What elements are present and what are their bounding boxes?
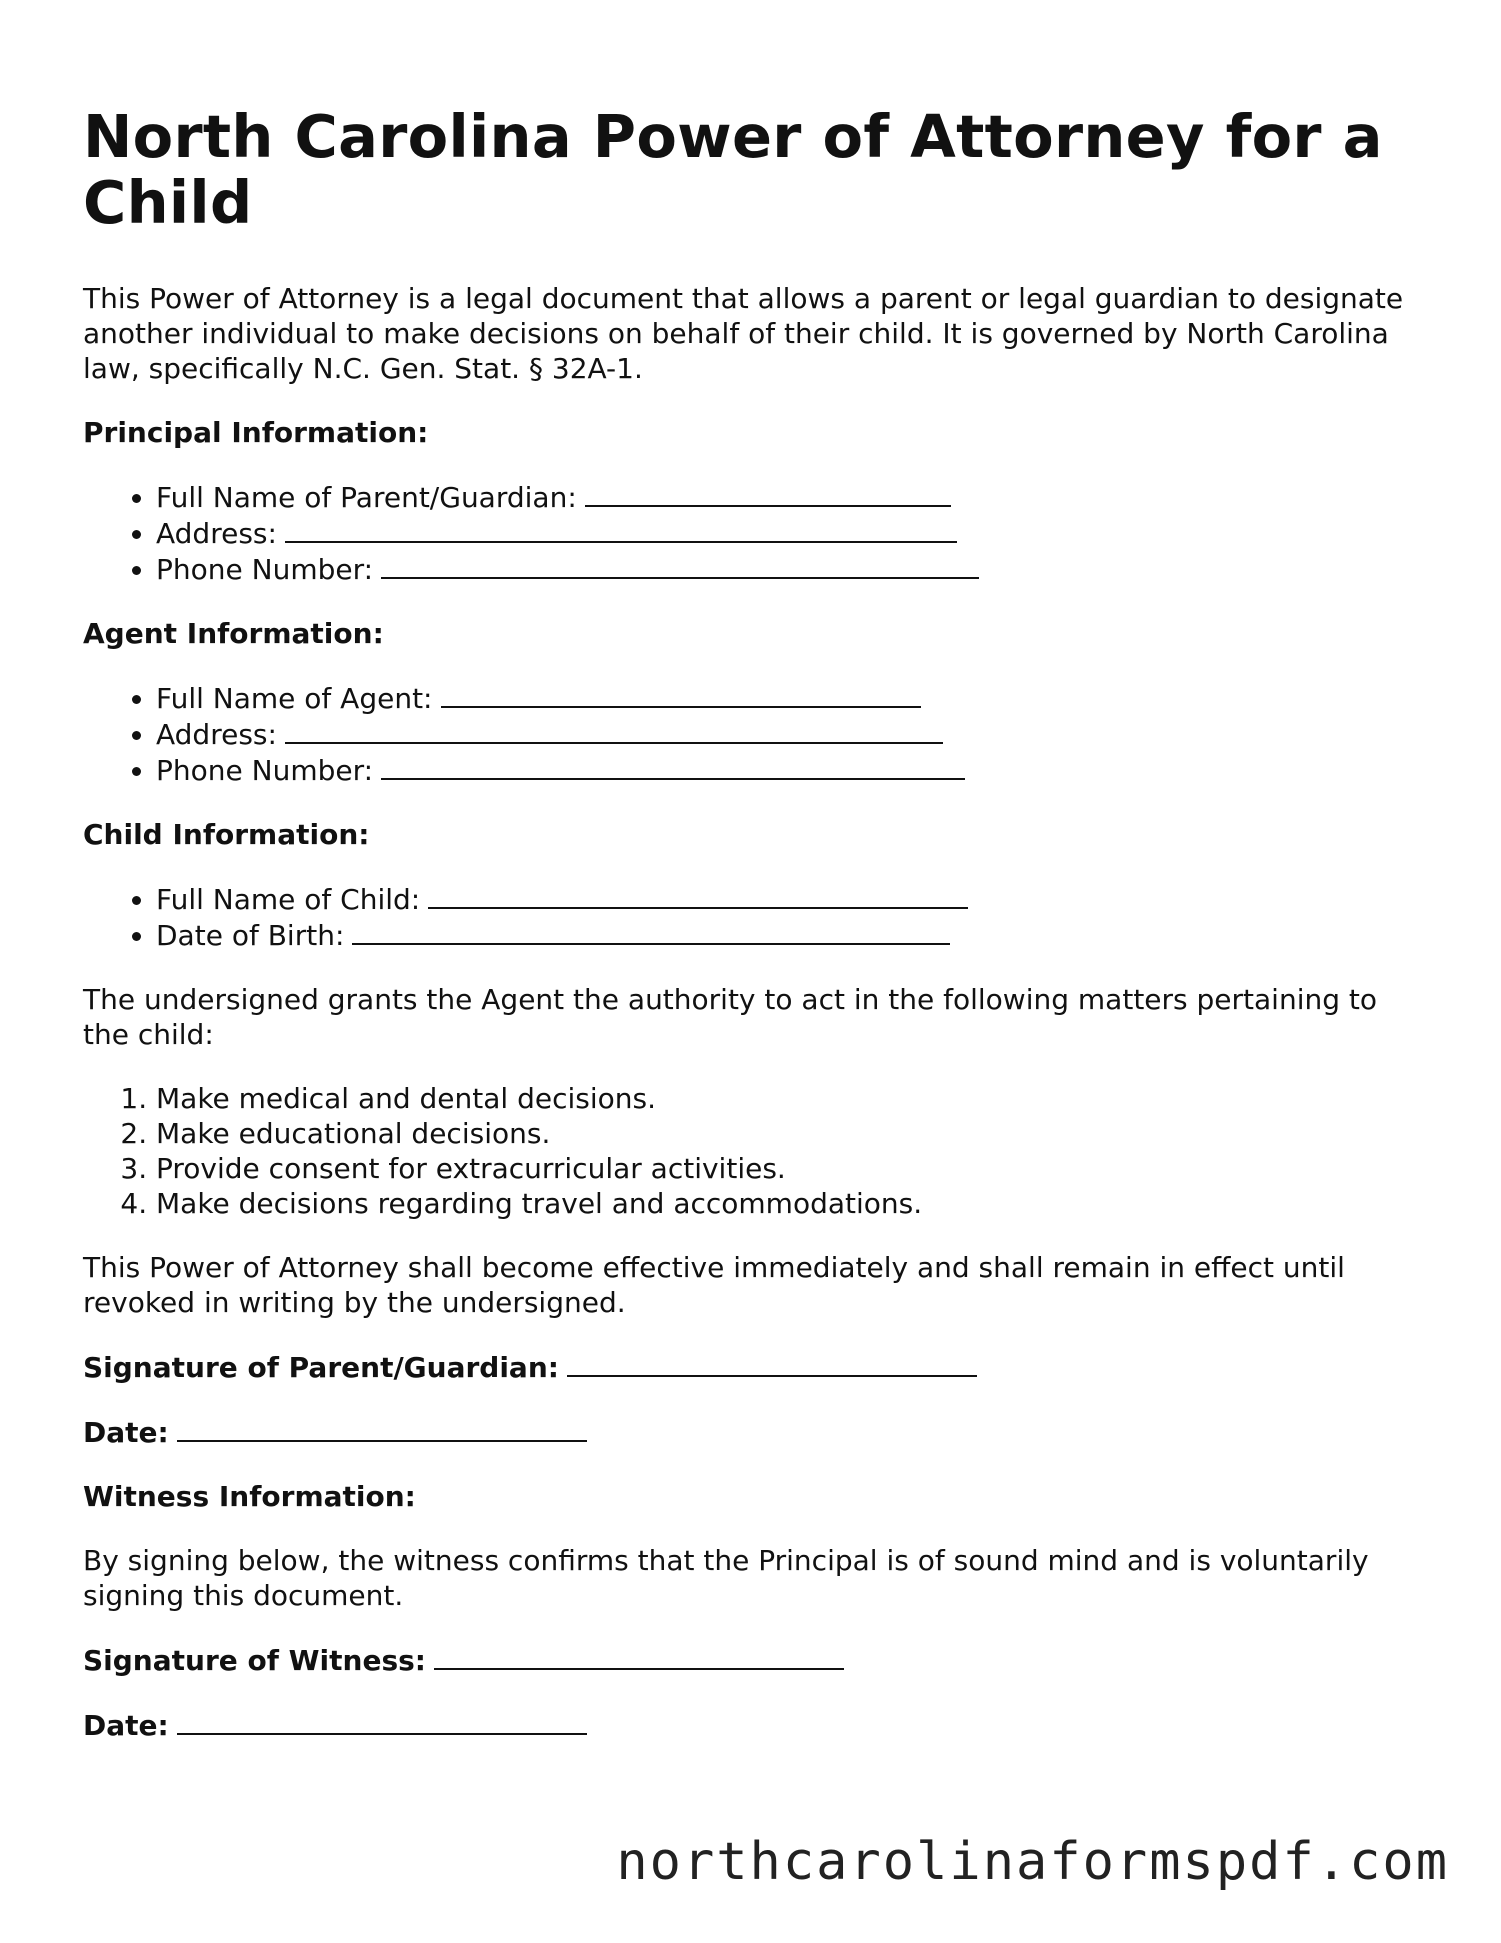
field-label: Phone Number:: [156, 754, 374, 787]
child-dob-field: [156, 917, 1423, 953]
agent-address-blank[interactable]: [285, 716, 943, 744]
field-label: Full Name of Agent:: [156, 682, 433, 715]
parent-date-label: Date:: [83, 1416, 169, 1449]
parent-date-blank[interactable]: [177, 1414, 587, 1442]
field-label: Date of Birth:: [156, 919, 345, 952]
agent-name-blank[interactable]: [441, 680, 921, 708]
principal-name-blank[interactable]: [585, 479, 951, 507]
field-label: Full Name of Parent/Guardian:: [156, 481, 577, 514]
intro-paragraph: This Power of Attorney is a legal document that allows a parent or legal guardian to designate another individual to make decisions on behalf of their child. It is governed by North Carolina law, specifically N.C. Gen. Stat. § 32A-1.: [83, 282, 1404, 385]
witness-date-blank[interactable]: [177, 1707, 587, 1735]
witness-heading: Witness Information:: [83, 1480, 416, 1513]
parent-signature-label: Signature of Parent/Guardian:: [83, 1351, 559, 1384]
parent-signature-blank[interactable]: [567, 1349, 977, 1377]
parent-signature-line: [83, 1349, 1423, 1385]
field-label: Address:: [156, 517, 277, 550]
principal-phone-field: [156, 551, 1423, 587]
principal-name-field: [156, 479, 1423, 515]
field-label: Address:: [156, 718, 277, 751]
principal-address-field: [156, 515, 1423, 551]
power-item: 2. Make educational decisions.: [156, 1116, 1423, 1151]
agent-phone-field: [156, 752, 1423, 788]
witness-date-label: Date:: [83, 1709, 169, 1742]
grant-paragraph: The undersigned grants the Agent the authority to act in the following matters pertaining to the child:: [83, 983, 1378, 1051]
power-item: 4. Make decisions regarding travel and accommodations.: [156, 1186, 1423, 1221]
principal-fields: [83, 479, 1423, 587]
principal-phone-blank[interactable]: [381, 551, 979, 579]
witness-signature-label: Signature of Witness:: [83, 1644, 426, 1677]
effective-paragraph: This Power of Attorney shall become effective immediately and shall remain in effect until revoked in writing by the undersigned.: [83, 1251, 1345, 1319]
power-item: 3. Provide consent for extracurricular activities.: [156, 1151, 1423, 1186]
child-fields: [83, 881, 1423, 953]
witness-paragraph: By signing below, the witness confirms that the Principal is of sound mind and is voluntarily signing this document.: [83, 1544, 1369, 1612]
powers-list: [83, 1081, 1423, 1221]
witness-signature-line: [83, 1642, 1423, 1678]
agent-address-field: [156, 716, 1423, 752]
document-title: North Carolina Power of Attorney for a Child: [83, 102, 1383, 237]
agent-name-field: [156, 680, 1423, 716]
parent-date-line: [83, 1414, 1423, 1450]
agent-fields: [83, 680, 1423, 788]
field-label: Full Name of Child:: [156, 883, 421, 916]
site-watermark: northcarolinaformspdf.com: [616, 1832, 1449, 1892]
agent-phone-blank[interactable]: [381, 752, 965, 780]
child-dob-blank[interactable]: [352, 917, 950, 945]
witness-date-line: [83, 1707, 1423, 1743]
power-item: 1. Make medical and dental decisions.: [156, 1081, 1423, 1116]
field-label: Phone Number:: [156, 553, 374, 586]
agent-heading: Agent Information:: [83, 617, 384, 650]
child-name-blank[interactable]: [428, 881, 968, 909]
document-page: [83, 0, 1423, 1743]
witness-signature-blank[interactable]: [434, 1642, 844, 1670]
principal-address-blank[interactable]: [285, 515, 957, 543]
principal-heading: Principal Information:: [83, 416, 429, 449]
child-heading: Child Information:: [83, 818, 370, 851]
child-name-field: [156, 881, 1423, 917]
